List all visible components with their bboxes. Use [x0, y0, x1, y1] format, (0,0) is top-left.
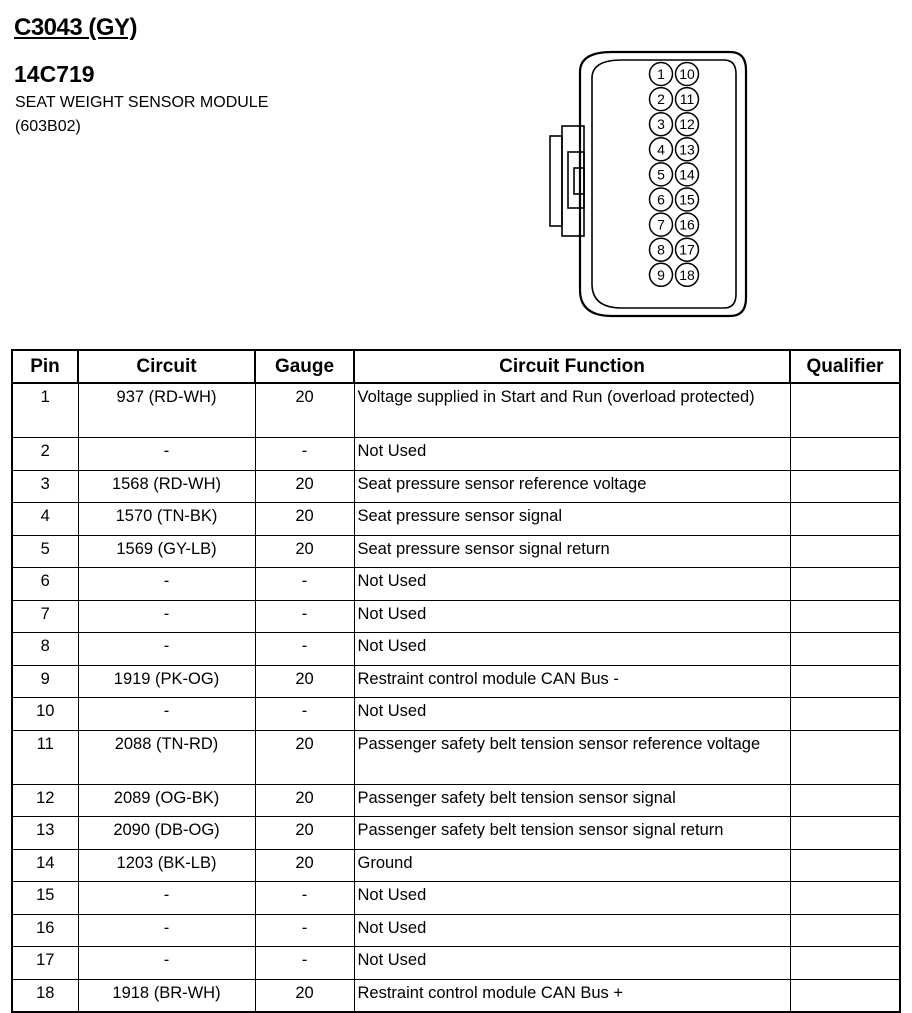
- qualifier-cell: [790, 817, 900, 850]
- gauge-cell: -: [255, 438, 354, 471]
- table-row: [12, 979, 900, 1012]
- pin-number-label: 17: [679, 241, 695, 258]
- qualifier-cell: [790, 882, 900, 915]
- qualifier-cell: [790, 503, 900, 536]
- pin-cell: 6: [12, 568, 78, 601]
- part-number: 14C719: [14, 61, 95, 87]
- pin-number-label: 16: [679, 216, 695, 233]
- qualifier-cell: [790, 383, 900, 438]
- function-cell: Passenger safety belt tension sensor signal return: [354, 817, 790, 850]
- pin-cell: 2: [12, 438, 78, 471]
- qualifier-cell: [790, 535, 900, 568]
- connector-face-diagram: [540, 40, 760, 325]
- function-cell: Restraint control module CAN Bus +: [354, 979, 790, 1012]
- column-header-pin: Pin: [12, 350, 78, 383]
- circuit-cell: 1570 (TN-BK): [78, 503, 255, 536]
- qualifier-cell: [790, 947, 900, 980]
- circuit-cell: -: [78, 882, 255, 915]
- qualifier-cell: [790, 665, 900, 698]
- function-cell: Seat pressure sensor signal return: [354, 535, 790, 568]
- circuit-cell: 1569 (GY-LB): [78, 535, 255, 568]
- function-cell: Not Used: [354, 633, 790, 666]
- function-cell: Not Used: [354, 600, 790, 633]
- pin-number-label: 14: [679, 166, 695, 183]
- pin-cell: 17: [12, 947, 78, 980]
- pin-number-label: 6: [657, 191, 665, 208]
- gauge-cell: -: [255, 882, 354, 915]
- pin-number-label: 18: [679, 266, 695, 283]
- pin-cell: 13: [12, 817, 78, 850]
- gauge-cell: 20: [255, 535, 354, 568]
- gauge-cell: 20: [255, 503, 354, 536]
- gauge-cell: 20: [255, 383, 354, 438]
- gauge-cell: -: [255, 600, 354, 633]
- function-cell: Seat pressure sensor signal: [354, 503, 790, 536]
- column-header-qualifier: Qualifier: [790, 350, 900, 383]
- pin-number-label: 15: [679, 191, 695, 208]
- table-row: [12, 784, 900, 817]
- table-row: [12, 947, 900, 980]
- gauge-cell: -: [255, 568, 354, 601]
- circuit-cell: 1568 (RD-WH): [78, 470, 255, 503]
- pin-number-label: 11: [679, 91, 695, 108]
- table-row: [12, 383, 900, 438]
- column-header-gauge: Gauge: [255, 350, 354, 383]
- pin-number-label: 13: [679, 141, 695, 158]
- circuit-cell: -: [78, 947, 255, 980]
- function-cell: Passenger safety belt tension sensor signal: [354, 784, 790, 817]
- table-row: [12, 882, 900, 915]
- function-cell: Not Used: [354, 882, 790, 915]
- gauge-cell: -: [255, 947, 354, 980]
- pin-number-label: 9: [657, 266, 665, 283]
- circuit-cell: -: [78, 438, 255, 471]
- table-row: [12, 438, 900, 471]
- circuit-cell: -: [78, 914, 255, 947]
- circuit-cell: 2090 (DB-OG): [78, 817, 255, 850]
- pin-cell: 12: [12, 784, 78, 817]
- pinout-table: [11, 349, 901, 1013]
- gauge-cell: 20: [255, 470, 354, 503]
- pin-number-label: 12: [679, 116, 695, 133]
- pin-cell: 8: [12, 633, 78, 666]
- table-row: [12, 535, 900, 568]
- table-row: [12, 470, 900, 503]
- pin-number-label: 5: [657, 166, 665, 183]
- column-header-function: Circuit Function: [354, 350, 790, 383]
- qualifier-cell: [790, 470, 900, 503]
- table-row: [12, 633, 900, 666]
- table-row: [12, 568, 900, 601]
- pin-cell: 18: [12, 979, 78, 1012]
- function-cell: Seat pressure sensor reference voltage: [354, 470, 790, 503]
- table-row: [12, 849, 900, 882]
- circuit-cell: -: [78, 600, 255, 633]
- pin-number-label: 8: [657, 241, 665, 258]
- table-row: [12, 600, 900, 633]
- qualifier-cell: [790, 633, 900, 666]
- circuit-cell: 2089 (OG-BK): [78, 784, 255, 817]
- qualifier-cell: [790, 979, 900, 1012]
- gauge-cell: 20: [255, 979, 354, 1012]
- pin-number-label: 3: [657, 116, 665, 133]
- function-cell: Ground: [354, 849, 790, 882]
- circuit-cell: -: [78, 633, 255, 666]
- column-header-circuit: Circuit: [78, 350, 255, 383]
- circuit-cell: -: [78, 568, 255, 601]
- gauge-cell: -: [255, 914, 354, 947]
- gauge-cell: 20: [255, 665, 354, 698]
- circuit-cell: -: [78, 698, 255, 731]
- table-row: [12, 665, 900, 698]
- module-code: (603B02): [15, 118, 81, 135]
- pin-cell: 15: [12, 882, 78, 915]
- qualifier-cell: [790, 600, 900, 633]
- gauge-cell: -: [255, 698, 354, 731]
- pin-number-label: 1: [657, 66, 665, 82]
- table-header-row: [12, 350, 900, 383]
- pin-cavities: [650, 63, 699, 287]
- module-name: SEAT WEIGHT SENSOR MODULE: [15, 94, 269, 111]
- pin-cell: 3: [12, 470, 78, 503]
- circuit-cell: 2088 (TN-RD): [78, 730, 255, 784]
- qualifier-cell: [790, 698, 900, 731]
- pinout-table-body: [12, 383, 900, 1012]
- table-row: [12, 698, 900, 731]
- circuit-cell: 1918 (BR-WH): [78, 979, 255, 1012]
- gauge-cell: 20: [255, 730, 354, 784]
- function-cell: Not Used: [354, 698, 790, 731]
- pin-cell: 16: [12, 914, 78, 947]
- gauge-cell: 20: [255, 817, 354, 850]
- qualifier-cell: [790, 914, 900, 947]
- qualifier-cell: [790, 730, 900, 784]
- qualifier-cell: [790, 438, 900, 471]
- pin-number-label: 4: [657, 141, 665, 158]
- pin-number-label: 7: [657, 216, 665, 233]
- function-cell: Not Used: [354, 568, 790, 601]
- pin-cell: 10: [12, 698, 78, 731]
- table-row: [12, 914, 900, 947]
- function-cell: Voltage supplied in Start and Run (overload protected): [354, 383, 790, 438]
- pin-number-label: 2: [657, 91, 665, 108]
- pin-cell: 7: [12, 600, 78, 633]
- pin-number-label: 10: [679, 66, 695, 82]
- gauge-cell: 20: [255, 849, 354, 882]
- pin-cell: 4: [12, 503, 78, 536]
- circuit-cell: 937 (RD-WH): [78, 383, 255, 438]
- table-row: [12, 730, 900, 784]
- pin-cell: 14: [12, 849, 78, 882]
- qualifier-cell: [790, 568, 900, 601]
- function-cell: Not Used: [354, 947, 790, 980]
- function-cell: Passenger safety belt tension sensor reference voltage: [354, 730, 790, 784]
- pin-cell: 5: [12, 535, 78, 568]
- circuit-cell: 1919 (PK-OG): [78, 665, 255, 698]
- circuit-cell: 1203 (BK-LB): [78, 849, 255, 882]
- function-cell: Not Used: [354, 914, 790, 947]
- table-row: [12, 503, 900, 536]
- function-cell: Not Used: [354, 438, 790, 471]
- qualifier-cell: [790, 849, 900, 882]
- connector-id: C3043 (GY): [14, 14, 138, 41]
- function-cell: Restraint control module CAN Bus -: [354, 665, 790, 698]
- qualifier-cell: [790, 784, 900, 817]
- gauge-cell: -: [255, 633, 354, 666]
- pin-cell: 9: [12, 665, 78, 698]
- pin-cell: 1: [12, 383, 78, 438]
- table-row: [12, 817, 900, 850]
- gauge-cell: 20: [255, 784, 354, 817]
- pin-cell: 11: [12, 730, 78, 784]
